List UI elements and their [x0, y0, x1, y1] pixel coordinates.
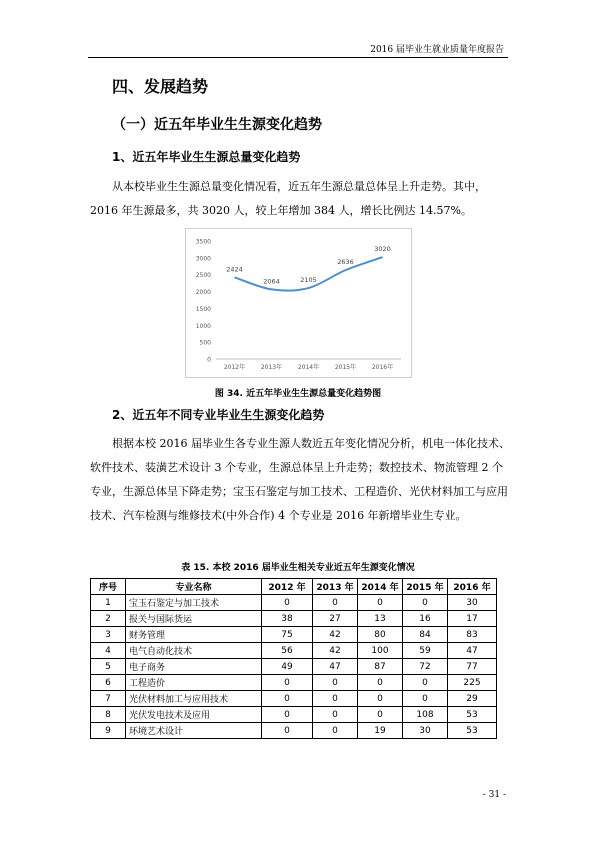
cell-count: 77 [448, 659, 497, 675]
cell-count: 30 [448, 595, 497, 611]
cell-count: 42 [313, 627, 358, 643]
cell-major: 工程造价 [126, 675, 262, 691]
table-caption: 表 15. 本校 2016 届毕业生相关专业近五年生源变化情况 [181, 563, 415, 573]
cell-count: 0 [358, 691, 403, 707]
cell-count: 59 [403, 643, 448, 659]
y-tick-label: 2500 [195, 272, 211, 280]
cell-count: 0 [262, 595, 313, 611]
cell-count: 0 [262, 707, 313, 723]
line-chart [185, 228, 412, 378]
cell-index: 6 [91, 675, 126, 691]
cell-index: 5 [91, 659, 126, 675]
cell-index: 7 [91, 691, 126, 707]
cell-count: 0 [313, 595, 358, 611]
cell-major: 宝玉石鉴定与加工技术 [126, 595, 262, 611]
cell-count: 0 [403, 595, 448, 611]
table-header-row [91, 579, 497, 595]
col-header-index: 序号 [91, 579, 126, 595]
cell-count: 53 [448, 723, 497, 739]
cell-index: 2 [91, 611, 126, 627]
paragraph-2 [90, 432, 510, 528]
cell-count: 38 [262, 611, 313, 627]
cell-count: 80 [358, 627, 403, 643]
col-header-2016: 2016 年 [448, 579, 497, 595]
cell-index: 4 [91, 643, 126, 659]
topic-heading-1: 1、近五年毕业生生源总量变化趋势 [112, 150, 301, 164]
cell-major: 光伏发电技术及应用 [126, 707, 262, 723]
cell-count: 17 [448, 611, 497, 627]
figure-caption: 图 34. 近五年毕业生生源总量变化趋势图 [214, 389, 382, 399]
data-label: 2105 [300, 276, 317, 285]
running-header: 2016 届毕业生就业质量年度报告 [370, 45, 504, 55]
x-tick-label: 2015年 [334, 364, 357, 371]
cell-count: 47 [448, 643, 497, 659]
cell-count: 87 [358, 659, 403, 675]
y-tick-label: 3500 [195, 238, 211, 246]
cell-count: 56 [262, 643, 313, 659]
cell-count: 27 [313, 611, 358, 627]
cell-count: 29 [448, 691, 497, 707]
cell-count: 0 [313, 691, 358, 707]
cell-major: 电子商务 [126, 659, 262, 675]
y-tick-label: 1000 [195, 322, 211, 330]
x-tick-label: 2013年 [260, 364, 283, 371]
x-tick-label: 2012年 [223, 364, 246, 371]
cell-major: 环境艺术设计 [126, 723, 262, 739]
cell-index: 3 [91, 627, 126, 643]
y-tick-label: 3000 [195, 255, 211, 263]
y-tick-label: 500 [199, 339, 211, 347]
cell-count: 72 [403, 659, 448, 675]
cell-count: 0 [358, 675, 403, 691]
cell-major: 财务管理 [126, 627, 262, 643]
cell-count: 0 [313, 707, 358, 723]
cell-count: 108 [403, 707, 448, 723]
data-label: 2064 [263, 277, 280, 286]
cell-count: 47 [313, 659, 358, 675]
table-row [91, 691, 497, 707]
cell-major: 报关与国际货运 [126, 611, 262, 627]
cell-count: 0 [313, 723, 358, 739]
paragraph-1 [90, 175, 510, 223]
x-tick-label: 2014年 [297, 364, 320, 371]
col-header-2014: 2014 年 [358, 579, 403, 595]
section-heading: 四、发展趋势 [112, 77, 209, 96]
y-tick-label: 2000 [195, 289, 211, 297]
cell-major: 电气自动化技术 [126, 643, 262, 659]
subsection-heading: （一）近五年毕业生生源变化趋势 [112, 117, 322, 133]
cell-count: 225 [448, 675, 497, 691]
paragraph-2-text: 根据本校 2016 届毕业生各专业生源人数近五年变化情况分析，机电一体化技术、软件技术、装潢艺术设计 3 个专业，生源总体呈上升走势；数控技术、物流管理 2 个专业，生源总体呈下降走势；宝玉石鉴定与加工技术、工程造价、光伏材料加工与应用技术、汽车检测与维修技术(中外合作) 4 个专业是 2016 年新增毕业生专业。 [90, 437, 510, 522]
cell-count: 53 [448, 707, 497, 723]
table-row [91, 675, 497, 691]
cell-count: 13 [358, 611, 403, 627]
paragraph-1-text: 从本校毕业生生源总量变化情况看，近五年生源总量总体呈上升走势。其中，2016 年生源最多，共 3020 人，较上年增加 384 人，增长比例达 14.57%。 [90, 180, 486, 217]
col-header-2015: 2015 年 [403, 579, 448, 595]
major-enrollment-table [90, 578, 497, 739]
col-header-2013: 2013 年 [313, 579, 358, 595]
cell-count: 19 [358, 723, 403, 739]
cell-count: 83 [448, 627, 497, 643]
cell-count: 16 [403, 611, 448, 627]
data-label: 2424 [226, 265, 243, 274]
cell-index: 1 [91, 595, 126, 611]
cell-count: 30 [403, 723, 448, 739]
cell-index: 8 [91, 707, 126, 723]
table-row [91, 659, 497, 675]
y-tick-label: 1500 [195, 305, 211, 313]
cell-count: 42 [313, 643, 358, 659]
table-row [91, 723, 497, 739]
cell-count: 0 [403, 675, 448, 691]
table-row [91, 707, 497, 723]
cell-count: 0 [313, 675, 358, 691]
cell-count: 0 [358, 707, 403, 723]
data-label: 3020 [374, 245, 391, 254]
chart-svg [186, 229, 411, 377]
cell-count: 0 [358, 595, 403, 611]
data-label: 2636 [337, 258, 354, 267]
cell-count: 0 [262, 691, 313, 707]
col-header-major: 专业名称 [126, 579, 262, 595]
table-row [91, 643, 497, 659]
table-row [91, 595, 497, 611]
series-line [235, 257, 383, 290]
table-row [91, 611, 497, 627]
cell-count: 0 [403, 691, 448, 707]
x-tick-label: 2016年 [371, 364, 394, 371]
cell-count: 75 [262, 627, 313, 643]
cell-count: 0 [262, 723, 313, 739]
cell-index: 9 [91, 723, 126, 739]
cell-major: 光伏材料加工与应用技术 [126, 691, 262, 707]
cell-count: 0 [262, 675, 313, 691]
col-header-2012: 2012 年 [262, 579, 313, 595]
y-tick-label: 0 [207, 356, 211, 364]
cell-count: 100 [358, 643, 403, 659]
page-number: - 31 - [482, 790, 506, 800]
cell-count: 49 [262, 659, 313, 675]
cell-count: 84 [403, 627, 448, 643]
header-divider [88, 57, 508, 58]
topic-heading-2: 2、近五年不同专业毕业生生源变化趋势 [112, 408, 325, 422]
table-row [91, 627, 497, 643]
